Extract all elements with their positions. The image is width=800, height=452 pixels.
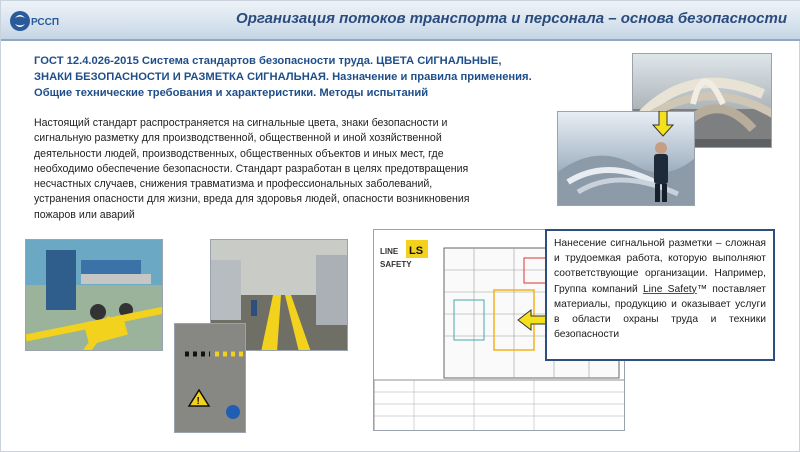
standard-title [34, 53, 544, 101]
standard-description [34, 116, 534, 223]
callout-text-after: поставляет материалы, продукцию и оказывает услуги в области охраны труда и техники безопасности [554, 283, 766, 341]
arrow-down-icon [652, 111, 674, 137]
callout-text-before: Нанесение сигнальной разметки – сложная и трудоемкая работа, которую выполняют соответствующие организации. Например, Группа компаний [554, 238, 766, 295]
description-line: необходимо обеспечение безопасности. Стандарт разработан в целях предотвращения [34, 162, 469, 175]
header-bar [1, 1, 800, 41]
floor-marking-photo [174, 323, 246, 433]
line-safety-callout [545, 229, 775, 361]
rssp-logo [9, 6, 65, 36]
description-line: Настоящий стандарт распространяется на сигнальные цвета, знаки безопасности и [34, 117, 448, 129]
plan-logo-safety: SAFETY [380, 260, 412, 269]
description-line: сигнальную разметку для производственной, общественной и иной хозяйственной [34, 132, 442, 145]
standard-title-line: ГОСТ 12.4.026-2015 Система стандартов безопасности труда. ЦВЕТА СИГНАЛЬНЫЕ, [34, 55, 502, 67]
description-line: деятельности людей, производственных, общественных объектов и иных мест, где [34, 147, 444, 160]
description-line: пожаров или аварий [34, 208, 135, 221]
logo-text: РССП [31, 17, 60, 28]
trademark-symbol: ™ [696, 283, 708, 295]
businessman-photo [557, 111, 695, 206]
plan-logo-mark: LS [409, 245, 424, 257]
svg-text:!: ! [196, 396, 200, 407]
description-line: устранения опасности для жизни, вреда для здоровья людей, опасности возникновения [34, 193, 470, 206]
page-title: Организация потоков транспорта и персонала – основа безопасности [236, 10, 787, 27]
standard-title-line: ЗНАКИ БЕЗОПАСНОСТИ И РАЗМЕТКА СИГНАЛЬНАЯ. Назначение и правила применения. [34, 71, 532, 83]
plan-logo-line: LINE [380, 247, 399, 256]
brand-name: Line Safety [642, 283, 697, 295]
standard-title-line: Общие технические требования и характеристики. Методы испытаний [34, 87, 429, 99]
description-line: несчастных случаев, снижения травматизма и профессиональных заболеваний, [34, 178, 433, 191]
pallet-jack-photo [25, 239, 163, 351]
